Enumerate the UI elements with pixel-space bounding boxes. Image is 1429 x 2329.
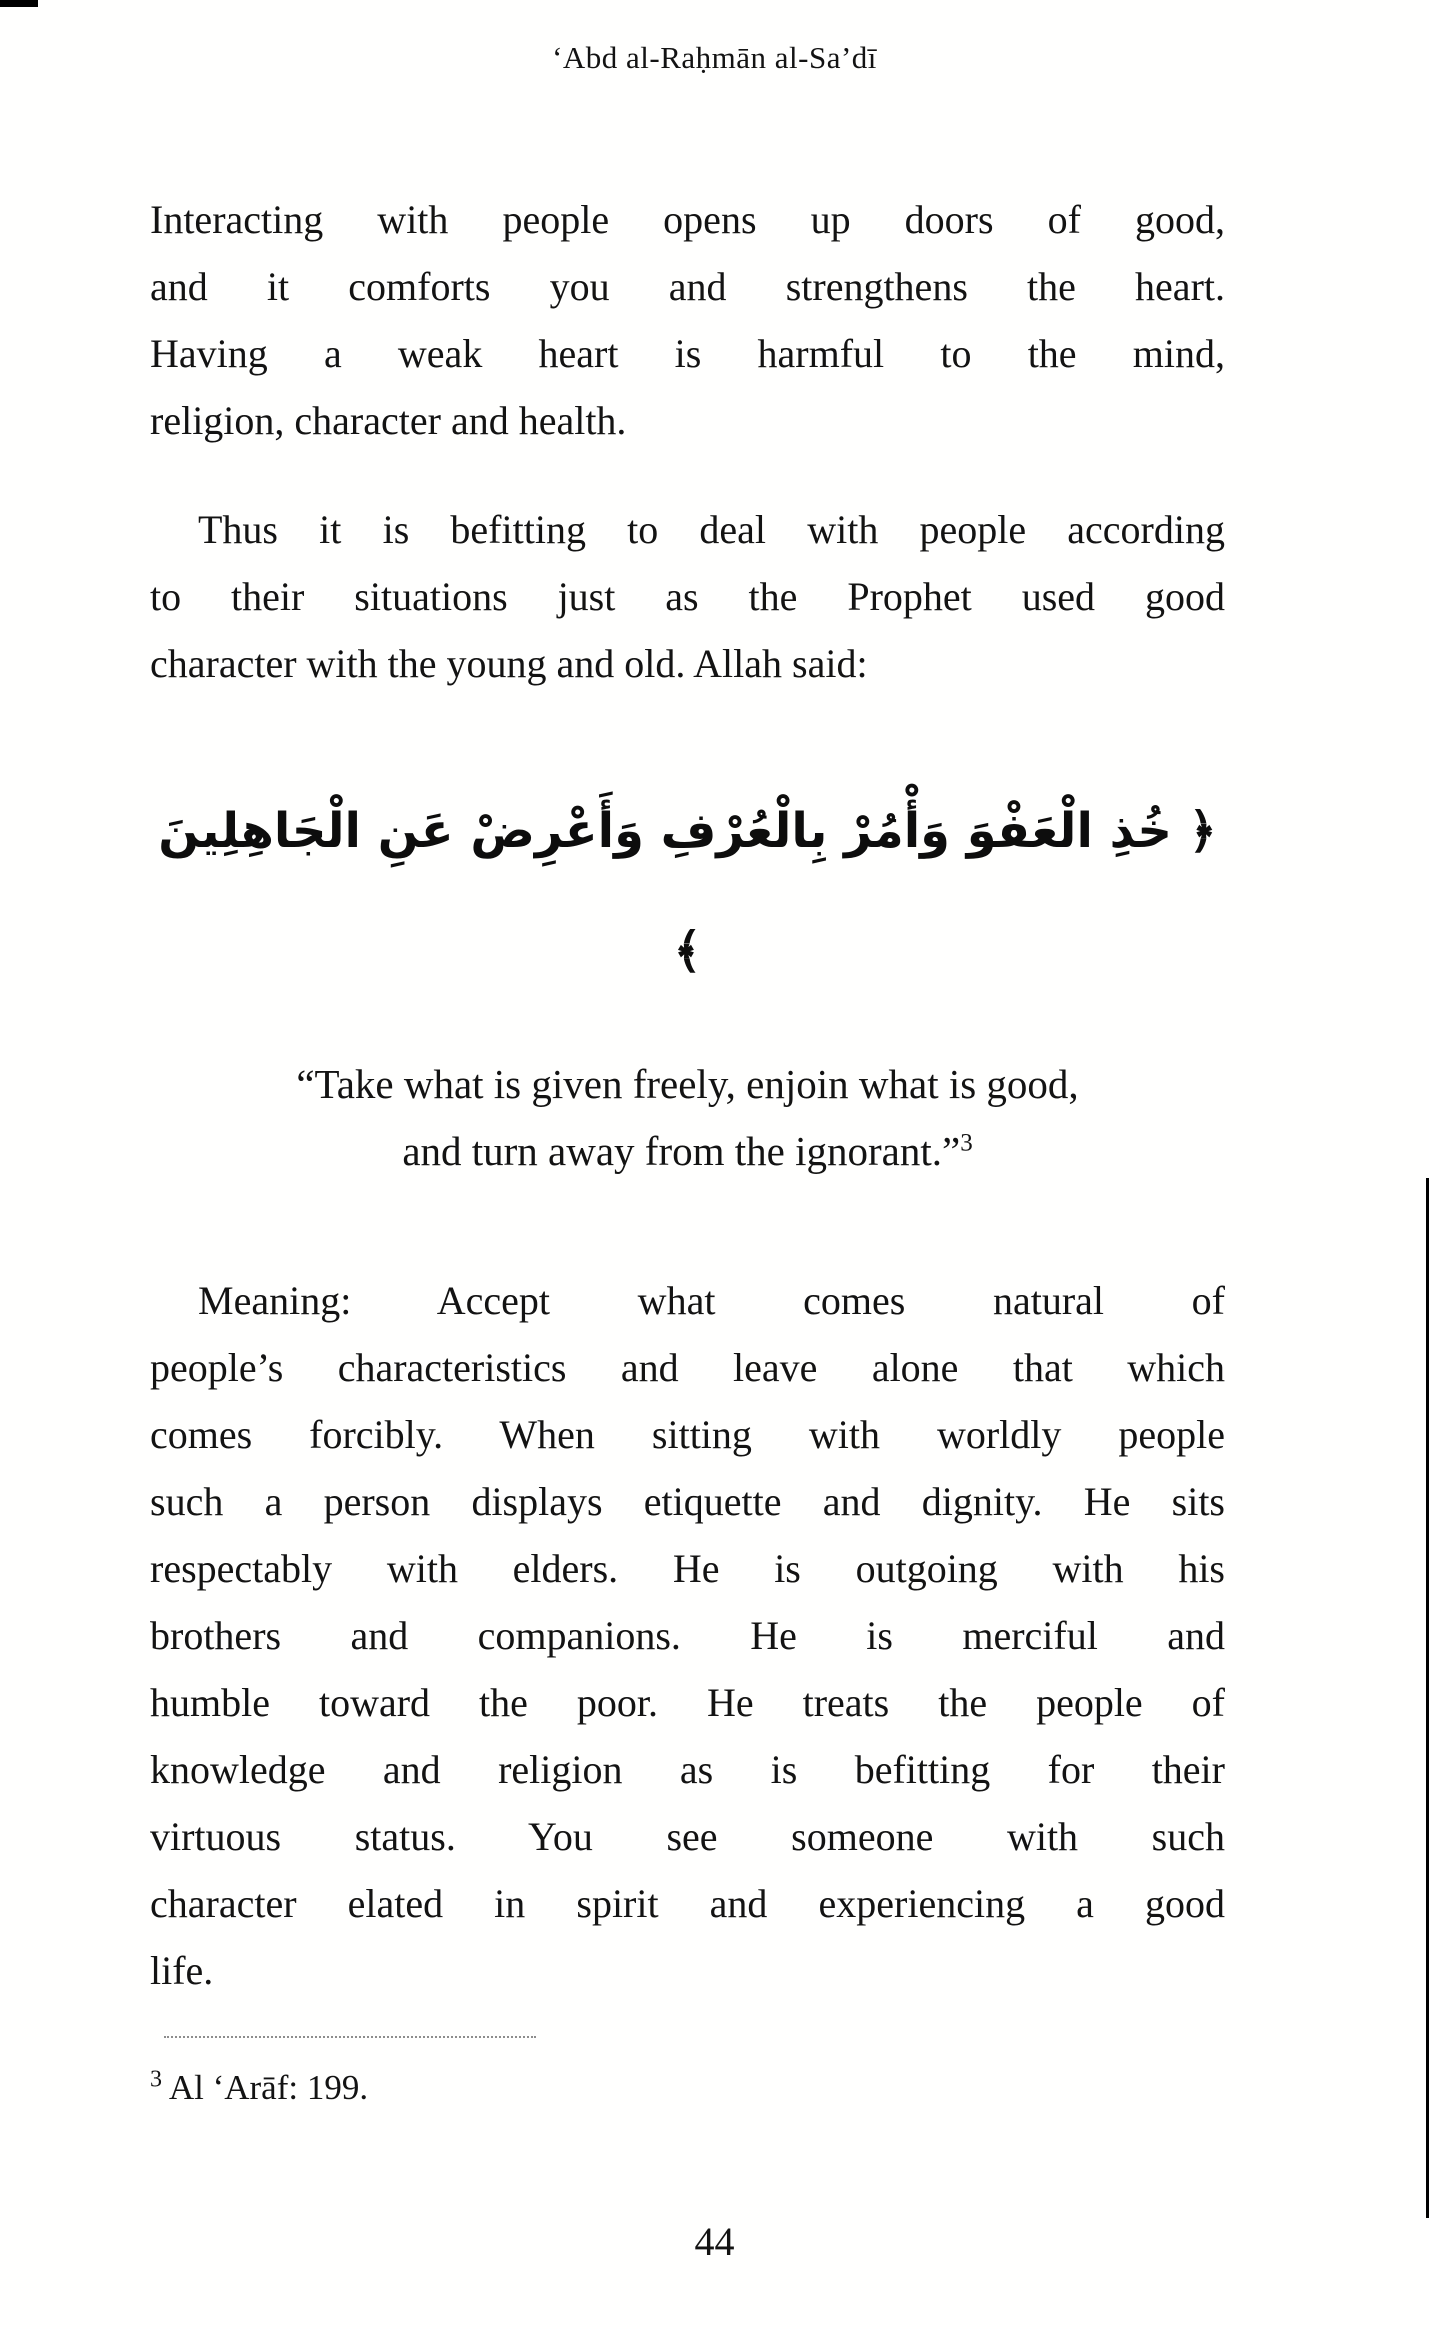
translation-line-1: “Take what is given freely, enjoin what is good, [296, 1061, 1079, 1107]
footnote [150, 2068, 536, 2108]
paragraph-interacting [150, 186, 1225, 454]
paragraph-meaning [150, 1267, 1225, 2004]
footnote-reference-superscript: 3 [960, 1129, 973, 1157]
verse-translation [150, 1051, 1225, 1185]
text-line: Meaning: Accept what comes natural of [198, 1278, 1225, 1323]
translation-line-2-text: and turn away from the ignorant.” [402, 1128, 961, 1174]
page-number: 44 [694, 2219, 735, 2264]
text-line: Interacting with people opens up doors of good, [150, 197, 1225, 242]
running-header-author: ‘Abd al-Raḥmān al-Sa’dī [552, 40, 877, 75]
text-line: character with the young and old. Allah said: [150, 641, 868, 686]
text-line: knowledge and religion as is befitting for their [150, 1747, 1225, 1792]
text-line: Thus it is befitting to deal with people according [198, 507, 1225, 552]
footnote-separator-rule [164, 2036, 536, 2038]
quran-verse-arabic: ﴿ خُذِ الْعَفْوَ وَأْمُرْ بِالْعُرْفِ وَأَعْرِضْ عَنِ الْجَاهِلِينَ ﴾ [158, 803, 1217, 979]
text-line: character elated in spirit and experiencing a good [150, 1881, 1225, 1926]
footnote-text: Al ‘Arāf: 199. [168, 2068, 369, 2107]
text-line: Having a weak heart is harmful to the mind, [150, 331, 1225, 376]
text-line: such a person displays etiquette and dignity. He sits [150, 1479, 1225, 1524]
text-line: people’s characteristics and leave alone that which [150, 1345, 1225, 1390]
text-line: brothers and companions. He is merciful and [150, 1613, 1225, 1658]
text-line: humble toward the poor. He treats the people of [150, 1680, 1225, 1725]
footnote-marker: 3 [150, 2066, 162, 2093]
text-line: and it comforts you and strengthens the heart. [150, 264, 1225, 309]
paragraph-thus [150, 496, 1225, 697]
text-block [150, 186, 1225, 2004]
footnote-area [150, 2036, 536, 2108]
translation-line-2 [150, 1118, 1225, 1185]
text-line: to their situations just as the Prophet used good [150, 574, 1225, 619]
text-line: life. [150, 1948, 214, 1993]
scan-artifact-corner-mark [0, 0, 38, 7]
text-line: religion, character and health. [150, 398, 627, 443]
text-line: respectably with elders. He is outgoing with his [150, 1546, 1225, 1591]
text-line: virtuous status. You see someone with such [150, 1814, 1225, 1859]
text-line: comes forcibly. When sitting with worldly people [150, 1412, 1225, 1457]
